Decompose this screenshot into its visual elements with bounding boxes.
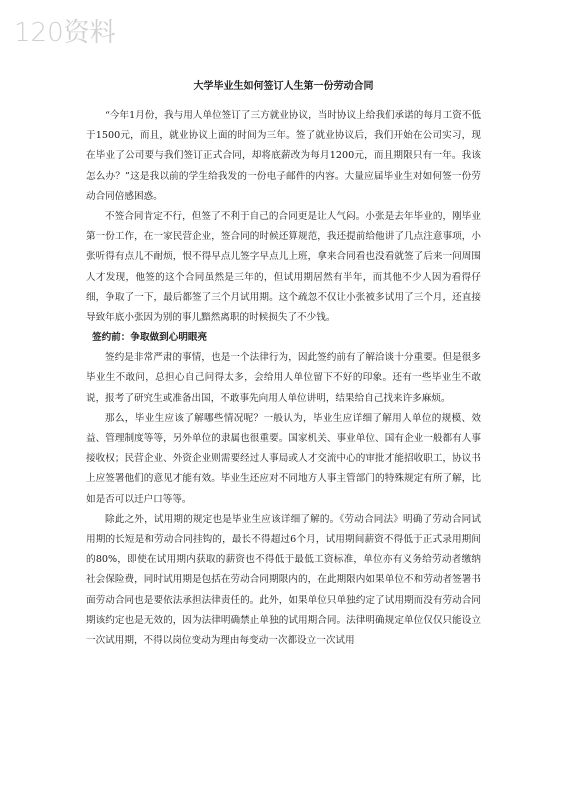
document-title: 大学毕业生如何签订人生第一份劳动合同 bbox=[193, 81, 374, 92]
paragraph-signing-seriousness: 签约是非常严肃的事情，也是一个法律行为，因此签约前有了解洽谈十分重要。但是很多毕业生不敢问，总担心自己问得太多，会给用人单位留下不好的印象。还有一些毕业生不敢说，报考了研究生或准备出国，不敢事先向用人单位讲明，结果给自己找来许多麻烦。 bbox=[86, 352, 481, 404]
paragraph-what-to-know: 那么，毕业生应该了解哪些情况呢？一般认为，毕业生应详细了解用人单位的规模、效益、管理制度等等，另外单位的隶属也很重要。国家机关、事业单位、国有企业一般都有人事接收权；民营企业、外资企业则需要经过人事局或人才交流中心的审批才能招收职工，协议书上应签署他们的意见才能有效。毕业生还应对不同地方人事主管部门的特殊规定有所了解，比如是否可以迁户口等等。 bbox=[86, 412, 481, 505]
section-heading: 签约前：争取做到心明眼亮 bbox=[92, 332, 208, 344]
paragraph-example: 不签合同肯定不行，但签了不利于自己的合同更是让人气闷。小张是去年毕业的，刚毕业第一份工作，在一家民营企业，签合同的时候还算规范，我还提前给他讲了几点注意事项，小张听得有点儿不耐烦，恨不得早点儿签字早点儿上班，拿来合同看也没看就签了后来一问周围人才发现，他签的这个合同虽然是三年的，但试用期居然有半年，而其他不少人因为看得仔细，争取了一下，最后都签了三个月试用期。这个疏忽不仅让小张被多试用了三个月，还直接导致年底小张因为别的事儿黯然离职的时候损失了不少钱。 bbox=[86, 211, 481, 324]
document-page bbox=[86, 80, 481, 651]
paragraph-intro: “今年1月份，我与用人单位签订了三方就业协议，当时协议上给我们承诺的每月工资不低于1500元，而且，就业协议上面的时间为三年。签了就业协议后，我们开始在公司实习，现在毕业了公司要与我们签订正式合同，却将底薪改为每月1200元，而且期限只有一年。我该怎么办？”这是我以前的学生给我发的一份电子邮件的内容。大量应届毕业生对如何签一份劳动合同倍感困惑。 bbox=[86, 110, 481, 202]
paragraph-probation: 除此之外，试用期的规定也是毕业生应该详细了解的。《劳动合同法》明确了劳动合同试用期的长短是和劳动合同挂钩的，最长不得超过6个月，试用期间薪资不得低于正式录用期间的80%，即使在试用期内获取的薪资也不得低于最低工资标准，单位亦有义务给劳动者缴纳社会保险费，同时试用期是包括在劳动合同期限内的，在此期限内如果单位不和劳动者签署书面劳动合同也是要依法承担法律责任的。此外，如果单位只单独约定了试用期而没有劳动合同期该约定也是无效的，因为法律明确禁止单独的试用期合同。法律明确规定单位仅仅只能设立一次试用期，不得以岗位变动为理由每变动一次都设立一次试用 bbox=[86, 513, 481, 647]
watermark-logo: 120资料 bbox=[14, 18, 116, 48]
